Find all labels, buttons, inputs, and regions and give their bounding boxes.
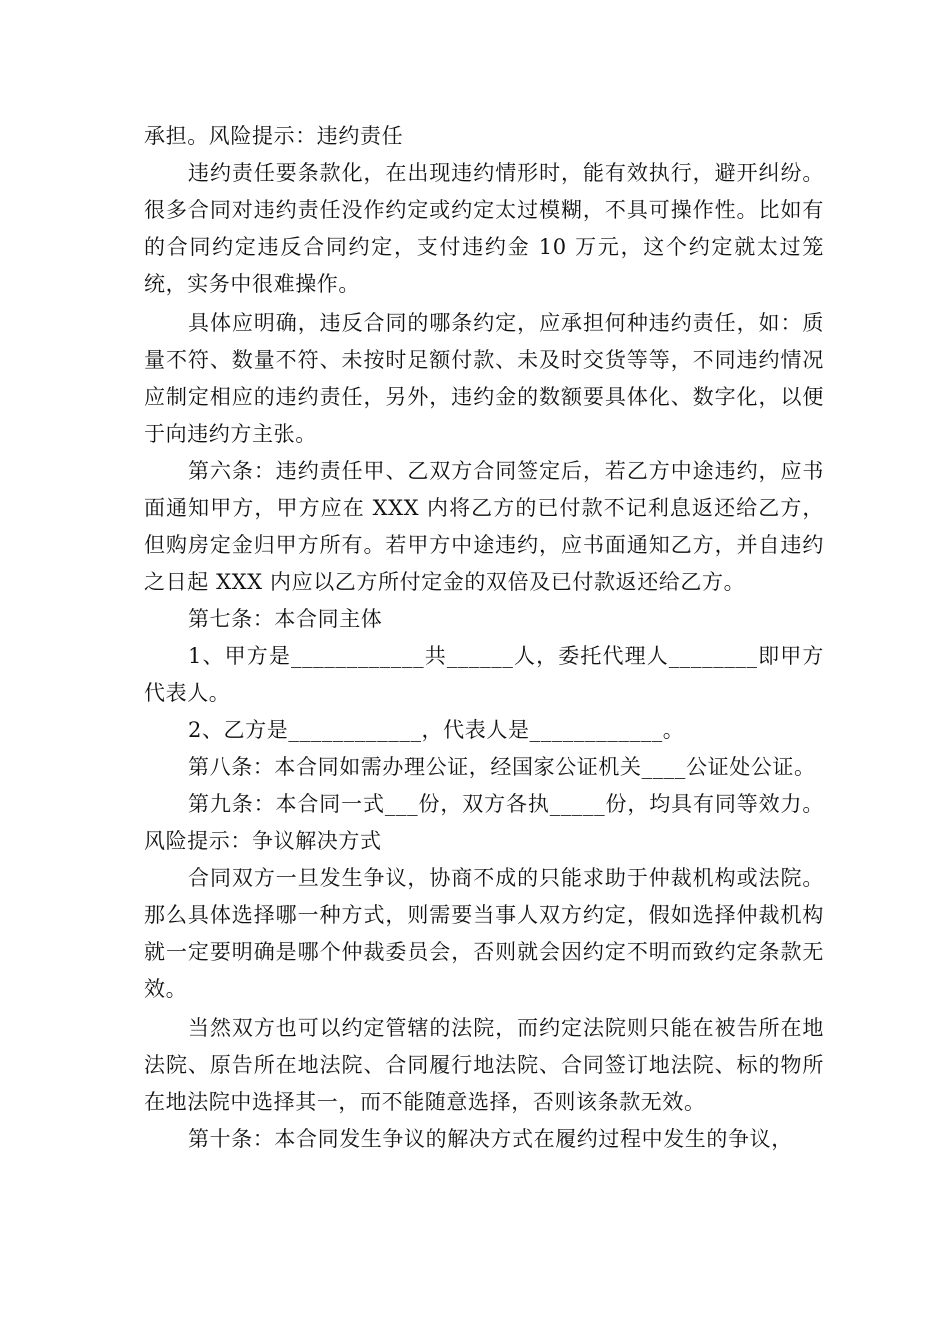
paragraph-dispute-advice: 合同双方一旦发生争议，协商不成的只能求助于仲裁机构或法院。那么具体选择哪一种方式，则需要当事人双方约定，假如选择仲裁机构就一定要明确是哪个仲裁委员会，否则就会因约定不明而致约定条款无效。 bbox=[144, 866, 824, 1001]
paragraph-article-7-party-a: 1、甲方是____________共______人，委托代理人________即甲方代表人。 bbox=[144, 644, 824, 705]
document-page bbox=[144, 118, 824, 1158]
paragraph-article-7-party-b: 2、乙方是____________，代表人是____________。 bbox=[188, 718, 685, 742]
paragraph-article-9: 第九条：本合同一式___份，双方各执_____份，均具有同等效力。风险提示：争议解决方式 bbox=[144, 792, 824, 853]
paragraph-liability-clause-advice: 违约责任要条款化，在出现违约情形时，能有效执行，避开纠纷。很多合同对违约责任没作约定或约定太过模糊，不具可操作性。比如有的合同约定违反合同约定，支付违约金 10 万元，这个约定就太过笼统，实务中很难操作。 bbox=[144, 161, 824, 296]
paragraph-article-6: 第六条：违约责任甲、乙双方合同签定后，若乙方中途违约，应书面通知甲方，甲方应在 XXX 内将乙方的已付款不记利息返还给乙方，但购房定金归甲方所有。若甲方中途违约，应书面通知乙方，并自违约之日起 XXX 内应以乙方所付定金的双倍及已付款返还给乙方。 bbox=[144, 459, 824, 594]
paragraph-article-10: 第十条：本合同发生争议的解决方式在履约过程中发生的争议， bbox=[188, 1127, 793, 1151]
paragraph-specific-liability: 具体应明确，违反合同的哪条约定，应承担何种违约责任，如：质量不符、数量不符、未按时足额付款、未及时交货等等，不同违约情况应制定相应的违约责任，另外，违约金的数额要具体化、数字化，以便于向违约方主张。 bbox=[144, 311, 824, 446]
paragraph-article-7-heading: 第七条：本合同主体 bbox=[188, 607, 383, 631]
paragraph-risk-heading: 承担。风险提示：违约责任 bbox=[144, 124, 404, 148]
paragraph-article-8: 第八条：本合同如需办理公证，经国家公证机关____公证处公证。 bbox=[188, 755, 816, 779]
paragraph-court-jurisdiction: 当然双方也可以约定管辖的法院，而约定法院则只能在被告所在地法院、原告所在地法院、合同履行地法院、合同签订地法院、标的物所在地法院中选择其一，而不能随意选择，否则该条款无效。 bbox=[144, 1016, 824, 1114]
